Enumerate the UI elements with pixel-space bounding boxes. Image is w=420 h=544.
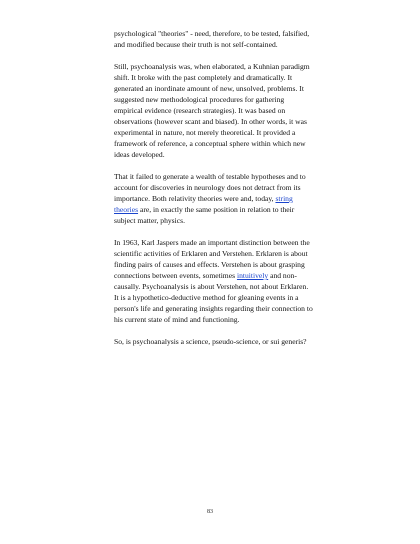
paragraph-2-text: Still, psychoanalysis was, when elaborated, a Kuhnian paradigm shift. It broke with the past completely and dramatically. It generated an inordinate amount of new, unsolved, problems. It suggested new methodological procedures for gathering empirical evidence (research strategies). It was based on observations (however scant and biased). In other words, it was experimental in nature, not merely theoretical. It provided a framework of reference, a conceptual sphere within which new ideas developed.: [114, 62, 310, 159]
paragraph-4-text-b: and non-causally. Psychoanalysis is about Verstehen, not about Erklaren. It is a hypothetico-deductive method for gleaning events in a person's life and generating insights regarding their connection to his current state of mind and functioning.: [114, 271, 313, 324]
paragraph-3: [114, 171, 314, 226]
paragraph-3-text-b: are, in exactly the same position in relation to their subject matter, physics.: [114, 205, 295, 225]
paragraph-5-text: So, is psychoanalysis a science, pseudo-science, or sui generis?: [114, 337, 307, 346]
paragraph-2: [114, 61, 314, 160]
paragraph-5: [114, 336, 314, 347]
paragraph-3-text-a: That it failed to generate a wealth of testable hypotheses and to account for discoveries in neurology does not detract from its importance. Both relativity theories were and, today,: [114, 172, 306, 203]
body-text: [114, 28, 314, 358]
paragraph-4-text-a: In 1963, Karl Jaspers made an important distinction between the scientific activities of Erklaren and Verstehen. Erklaren is about finding pairs of causes and effects. Verstehen is about grasping connections between events, sometimes: [114, 238, 310, 280]
intuitively-link[interactable]: intuitively: [236, 271, 269, 280]
paragraph-4: [114, 237, 314, 325]
paragraph-1: [114, 28, 314, 50]
page-number: 83: [207, 509, 213, 515]
string-theories-link[interactable]: string theories: [114, 194, 293, 214]
paragraph-1-text: psychological "theories" - need, therefore, to be tested, falsified, and modified because their truth is not self-contained.: [114, 29, 310, 49]
